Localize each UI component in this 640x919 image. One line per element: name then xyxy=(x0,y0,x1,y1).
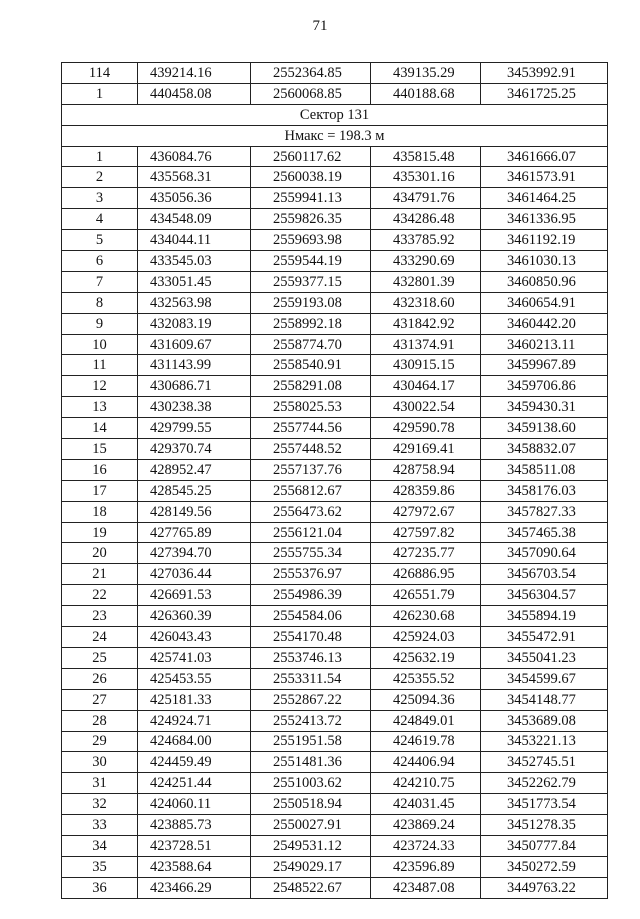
value-cell-2: 2558774.70 xyxy=(251,334,371,355)
value-cell-1: 424251.44 xyxy=(138,773,251,794)
value-cell-4: 3458176.03 xyxy=(481,480,608,501)
row-number-cell: 26 xyxy=(62,668,138,689)
table-row xyxy=(62,501,608,522)
value-cell-4: 3461573.91 xyxy=(481,167,608,188)
value-cell-2: 2555376.97 xyxy=(251,564,371,585)
value-cell-3: 427597.82 xyxy=(371,522,481,543)
row-number-cell: 16 xyxy=(62,459,138,480)
value-cell-1: 424684.00 xyxy=(138,731,251,752)
value-cell-1: 435568.31 xyxy=(138,167,251,188)
table-row xyxy=(62,376,608,397)
value-cell-4: 3461030.13 xyxy=(481,251,608,272)
value-cell-4: 3450777.84 xyxy=(481,835,608,856)
sector-title: Сектор 131 xyxy=(62,104,608,125)
value-cell-4: 3452262.79 xyxy=(481,773,608,794)
table-row xyxy=(62,710,608,731)
value-cell-3: 423724.33 xyxy=(371,835,481,856)
row-number-cell: 3 xyxy=(62,188,138,209)
value-cell-4: 3450272.59 xyxy=(481,856,608,877)
value-cell-4: 3459138.60 xyxy=(481,418,608,439)
table-row xyxy=(62,668,608,689)
value-cell-2: 2556121.04 xyxy=(251,522,371,543)
value-cell-4: 3449763.22 xyxy=(481,877,608,898)
value-cell-4: 3457465.38 xyxy=(481,522,608,543)
value-cell-3: 439135.29 xyxy=(371,63,481,84)
table-row xyxy=(62,689,608,710)
value-cell-1: 428952.47 xyxy=(138,459,251,480)
value-cell-2: 2552413.72 xyxy=(251,710,371,731)
value-cell-3: 428359.86 xyxy=(371,480,481,501)
value-cell-4: 3461666.07 xyxy=(481,146,608,167)
value-cell-4: 3461725.25 xyxy=(481,83,608,104)
table-row xyxy=(62,877,608,898)
value-cell-3: 430022.54 xyxy=(371,397,481,418)
table-row xyxy=(62,773,608,794)
table-row xyxy=(62,251,608,272)
value-cell-4: 3461464.25 xyxy=(481,188,608,209)
value-cell-3: 423596.89 xyxy=(371,856,481,877)
value-cell-2: 2550518.94 xyxy=(251,794,371,815)
value-cell-2: 2557137.76 xyxy=(251,459,371,480)
value-cell-1: 436084.76 xyxy=(138,146,251,167)
row-number-cell: 23 xyxy=(62,606,138,627)
value-cell-2: 2559193.08 xyxy=(251,292,371,313)
value-cell-2: 2558025.53 xyxy=(251,397,371,418)
value-cell-4: 3459967.89 xyxy=(481,355,608,376)
value-cell-2: 2551481.36 xyxy=(251,752,371,773)
value-cell-3: 425355.52 xyxy=(371,668,481,689)
value-cell-3: 424210.75 xyxy=(371,773,481,794)
table-row xyxy=(62,167,608,188)
value-cell-4: 3459430.31 xyxy=(481,397,608,418)
value-cell-1: 428545.25 xyxy=(138,480,251,501)
value-cell-1: 423588.64 xyxy=(138,856,251,877)
row-number-cell: 17 xyxy=(62,480,138,501)
table-row xyxy=(62,522,608,543)
value-cell-1: 423728.51 xyxy=(138,835,251,856)
value-cell-2: 2559544.19 xyxy=(251,251,371,272)
value-cell-2: 2553746.13 xyxy=(251,647,371,668)
value-cell-1: 432563.98 xyxy=(138,292,251,313)
value-cell-4: 3458511.08 xyxy=(481,459,608,480)
value-cell-4: 3453221.13 xyxy=(481,731,608,752)
row-number-cell: 29 xyxy=(62,731,138,752)
table-row xyxy=(62,334,608,355)
value-cell-4: 3460654.91 xyxy=(481,292,608,313)
row-number-cell: 7 xyxy=(62,271,138,292)
value-cell-4: 3459706.86 xyxy=(481,376,608,397)
table-row xyxy=(62,83,608,104)
row-number-cell: 33 xyxy=(62,815,138,836)
value-cell-4: 3458832.07 xyxy=(481,439,608,460)
value-cell-1: 425741.03 xyxy=(138,647,251,668)
table-row xyxy=(62,731,608,752)
row-number-cell: 27 xyxy=(62,689,138,710)
value-cell-2: 2554584.06 xyxy=(251,606,371,627)
value-cell-4: 3456304.57 xyxy=(481,585,608,606)
value-cell-4: 3453689.08 xyxy=(481,710,608,731)
row-number-cell: 21 xyxy=(62,564,138,585)
table-row xyxy=(62,355,608,376)
value-cell-2: 2560068.85 xyxy=(251,83,371,104)
value-cell-1: 434044.11 xyxy=(138,230,251,251)
row-number-cell: 19 xyxy=(62,522,138,543)
table-row xyxy=(62,835,608,856)
row-number-cell: 9 xyxy=(62,313,138,334)
value-cell-4: 3456703.54 xyxy=(481,564,608,585)
table-row xyxy=(62,564,608,585)
value-cell-3: 429590.78 xyxy=(371,418,481,439)
value-cell-1: 432083.19 xyxy=(138,313,251,334)
table-row xyxy=(62,815,608,836)
value-cell-2: 2557448.52 xyxy=(251,439,371,460)
value-cell-1: 426043.43 xyxy=(138,627,251,648)
value-cell-2: 2554986.39 xyxy=(251,585,371,606)
value-cell-4: 3451773.54 xyxy=(481,794,608,815)
value-cell-4: 3461336.95 xyxy=(481,209,608,230)
value-cell-3: 424406.94 xyxy=(371,752,481,773)
value-cell-1: 425181.33 xyxy=(138,689,251,710)
value-cell-1: 428149.56 xyxy=(138,501,251,522)
value-cell-1: 429799.55 xyxy=(138,418,251,439)
value-cell-2: 2560038.19 xyxy=(251,167,371,188)
value-cell-3: 435301.16 xyxy=(371,167,481,188)
value-cell-3: 432318.60 xyxy=(371,292,481,313)
hmax-label-row xyxy=(62,125,608,146)
value-cell-2: 2558540.91 xyxy=(251,355,371,376)
value-cell-1: 431143.99 xyxy=(138,355,251,376)
table-row xyxy=(62,188,608,209)
row-number-cell: 114 xyxy=(62,63,138,84)
row-number-cell: 31 xyxy=(62,773,138,794)
value-cell-3: 425094.36 xyxy=(371,689,481,710)
value-cell-2: 2555755.34 xyxy=(251,543,371,564)
value-cell-1: 429370.74 xyxy=(138,439,251,460)
value-cell-1: 435056.36 xyxy=(138,188,251,209)
value-cell-3: 440188.68 xyxy=(371,83,481,104)
value-cell-2: 2550027.91 xyxy=(251,815,371,836)
value-cell-3: 435815.48 xyxy=(371,146,481,167)
value-cell-4: 3455894.19 xyxy=(481,606,608,627)
table-row xyxy=(62,627,608,648)
value-cell-4: 3454599.67 xyxy=(481,668,608,689)
value-cell-2: 2549531.12 xyxy=(251,835,371,856)
value-cell-4: 3454148.77 xyxy=(481,689,608,710)
value-cell-2: 2551003.62 xyxy=(251,773,371,794)
value-cell-2: 2556812.67 xyxy=(251,480,371,501)
value-cell-3: 431374.91 xyxy=(371,334,481,355)
row-number-cell: 25 xyxy=(62,647,138,668)
table-row xyxy=(62,209,608,230)
value-cell-2: 2552364.85 xyxy=(251,63,371,84)
value-cell-1: 424924.71 xyxy=(138,710,251,731)
table-row xyxy=(62,146,608,167)
value-cell-3: 423869.24 xyxy=(371,815,481,836)
value-cell-1: 423466.29 xyxy=(138,877,251,898)
table-row xyxy=(62,459,608,480)
value-cell-3: 430915.15 xyxy=(371,355,481,376)
value-cell-3: 428758.94 xyxy=(371,459,481,480)
row-number-cell: 12 xyxy=(62,376,138,397)
row-number-cell: 36 xyxy=(62,877,138,898)
value-cell-2: 2557744.56 xyxy=(251,418,371,439)
value-cell-2: 2553311.54 xyxy=(251,668,371,689)
table-body xyxy=(62,63,608,899)
row-number-cell: 22 xyxy=(62,585,138,606)
row-number-cell: 6 xyxy=(62,251,138,272)
value-cell-3: 433785.92 xyxy=(371,230,481,251)
value-cell-3: 425632.19 xyxy=(371,647,481,668)
value-cell-3: 430464.17 xyxy=(371,376,481,397)
value-cell-1: 430238.38 xyxy=(138,397,251,418)
row-number-cell: 5 xyxy=(62,230,138,251)
table-row xyxy=(62,397,608,418)
value-cell-4: 3457090.64 xyxy=(481,543,608,564)
value-cell-1: 427765.89 xyxy=(138,522,251,543)
value-cell-4: 3455472.91 xyxy=(481,627,608,648)
value-cell-3: 423487.08 xyxy=(371,877,481,898)
value-cell-3: 424849.01 xyxy=(371,710,481,731)
row-number-cell: 4 xyxy=(62,209,138,230)
row-number-cell: 24 xyxy=(62,627,138,648)
value-cell-3: 426551.79 xyxy=(371,585,481,606)
value-cell-3: 429169.41 xyxy=(371,439,481,460)
value-cell-1: 424060.11 xyxy=(138,794,251,815)
row-number-cell: 18 xyxy=(62,501,138,522)
value-cell-2: 2549029.17 xyxy=(251,856,371,877)
value-cell-1: 425453.55 xyxy=(138,668,251,689)
value-cell-4: 3453992.91 xyxy=(481,63,608,84)
value-cell-2: 2554170.48 xyxy=(251,627,371,648)
value-cell-1: 427036.44 xyxy=(138,564,251,585)
row-number-cell: 15 xyxy=(62,439,138,460)
table-row xyxy=(62,63,608,84)
table-row xyxy=(62,647,608,668)
value-cell-3: 427972.67 xyxy=(371,501,481,522)
value-cell-4: 3457827.33 xyxy=(481,501,608,522)
value-cell-3: 431842.92 xyxy=(371,313,481,334)
value-cell-1: 439214.16 xyxy=(138,63,251,84)
table-row xyxy=(62,313,608,334)
value-cell-2: 2559377.15 xyxy=(251,271,371,292)
table-row xyxy=(62,271,608,292)
table-row xyxy=(62,794,608,815)
value-cell-4: 3452745.51 xyxy=(481,752,608,773)
value-cell-4: 3460850.96 xyxy=(481,271,608,292)
row-number-cell: 8 xyxy=(62,292,138,313)
value-cell-2: 2556473.62 xyxy=(251,501,371,522)
value-cell-2: 2559826.35 xyxy=(251,209,371,230)
value-cell-2: 2551951.58 xyxy=(251,731,371,752)
table-row xyxy=(62,752,608,773)
value-cell-2: 2552867.22 xyxy=(251,689,371,710)
value-cell-3: 424031.45 xyxy=(371,794,481,815)
value-cell-3: 434286.48 xyxy=(371,209,481,230)
row-number-cell: 11 xyxy=(62,355,138,376)
row-number-cell: 1 xyxy=(62,146,138,167)
value-cell-1: 433051.45 xyxy=(138,271,251,292)
value-cell-3: 424619.78 xyxy=(371,731,481,752)
table-row xyxy=(62,418,608,439)
value-cell-1: 426691.53 xyxy=(138,585,251,606)
value-cell-1: 440458.08 xyxy=(138,83,251,104)
value-cell-3: 426886.95 xyxy=(371,564,481,585)
value-cell-1: 433545.03 xyxy=(138,251,251,272)
coordinates-table xyxy=(61,62,608,899)
table-row xyxy=(62,856,608,877)
page-number: 71 xyxy=(312,18,328,34)
table-row xyxy=(62,606,608,627)
value-cell-4: 3460213.11 xyxy=(481,334,608,355)
value-cell-2: 2559941.13 xyxy=(251,188,371,209)
value-cell-2: 2548522.67 xyxy=(251,877,371,898)
value-cell-1: 424459.49 xyxy=(138,752,251,773)
table-row xyxy=(62,230,608,251)
value-cell-3: 432801.39 xyxy=(371,271,481,292)
table-row xyxy=(62,292,608,313)
value-cell-3: 426230.68 xyxy=(371,606,481,627)
table-row xyxy=(62,543,608,564)
row-number-cell: 13 xyxy=(62,397,138,418)
sector-title-row xyxy=(62,104,608,125)
table-row xyxy=(62,585,608,606)
row-number-cell: 20 xyxy=(62,543,138,564)
row-number-cell: 2 xyxy=(62,167,138,188)
value-cell-1: 430686.71 xyxy=(138,376,251,397)
value-cell-4: 3455041.23 xyxy=(481,647,608,668)
value-cell-4: 3451278.35 xyxy=(481,815,608,836)
row-number-cell: 28 xyxy=(62,710,138,731)
value-cell-2: 2558992.18 xyxy=(251,313,371,334)
row-number-cell: 30 xyxy=(62,752,138,773)
value-cell-1: 427394.70 xyxy=(138,543,251,564)
row-number-cell: 32 xyxy=(62,794,138,815)
value-cell-2: 2560117.62 xyxy=(251,146,371,167)
row-number-cell: 35 xyxy=(62,856,138,877)
value-cell-1: 431609.67 xyxy=(138,334,251,355)
table-row xyxy=(62,480,608,501)
value-cell-3: 425924.03 xyxy=(371,627,481,648)
row-number-cell: 14 xyxy=(62,418,138,439)
value-cell-1: 423885.73 xyxy=(138,815,251,836)
value-cell-4: 3461192.19 xyxy=(481,230,608,251)
value-cell-1: 426360.39 xyxy=(138,606,251,627)
value-cell-3: 433290.69 xyxy=(371,251,481,272)
row-number-cell: 1 xyxy=(62,83,138,104)
value-cell-3: 434791.76 xyxy=(371,188,481,209)
value-cell-2: 2558291.08 xyxy=(251,376,371,397)
hmax-label: Нмакс = 198.3 м xyxy=(62,125,608,146)
row-number-cell: 10 xyxy=(62,334,138,355)
table-row xyxy=(62,439,608,460)
value-cell-4: 3460442.20 xyxy=(481,313,608,334)
value-cell-2: 2559693.98 xyxy=(251,230,371,251)
value-cell-3: 427235.77 xyxy=(371,543,481,564)
row-number-cell: 34 xyxy=(62,835,138,856)
value-cell-1: 434548.09 xyxy=(138,209,251,230)
